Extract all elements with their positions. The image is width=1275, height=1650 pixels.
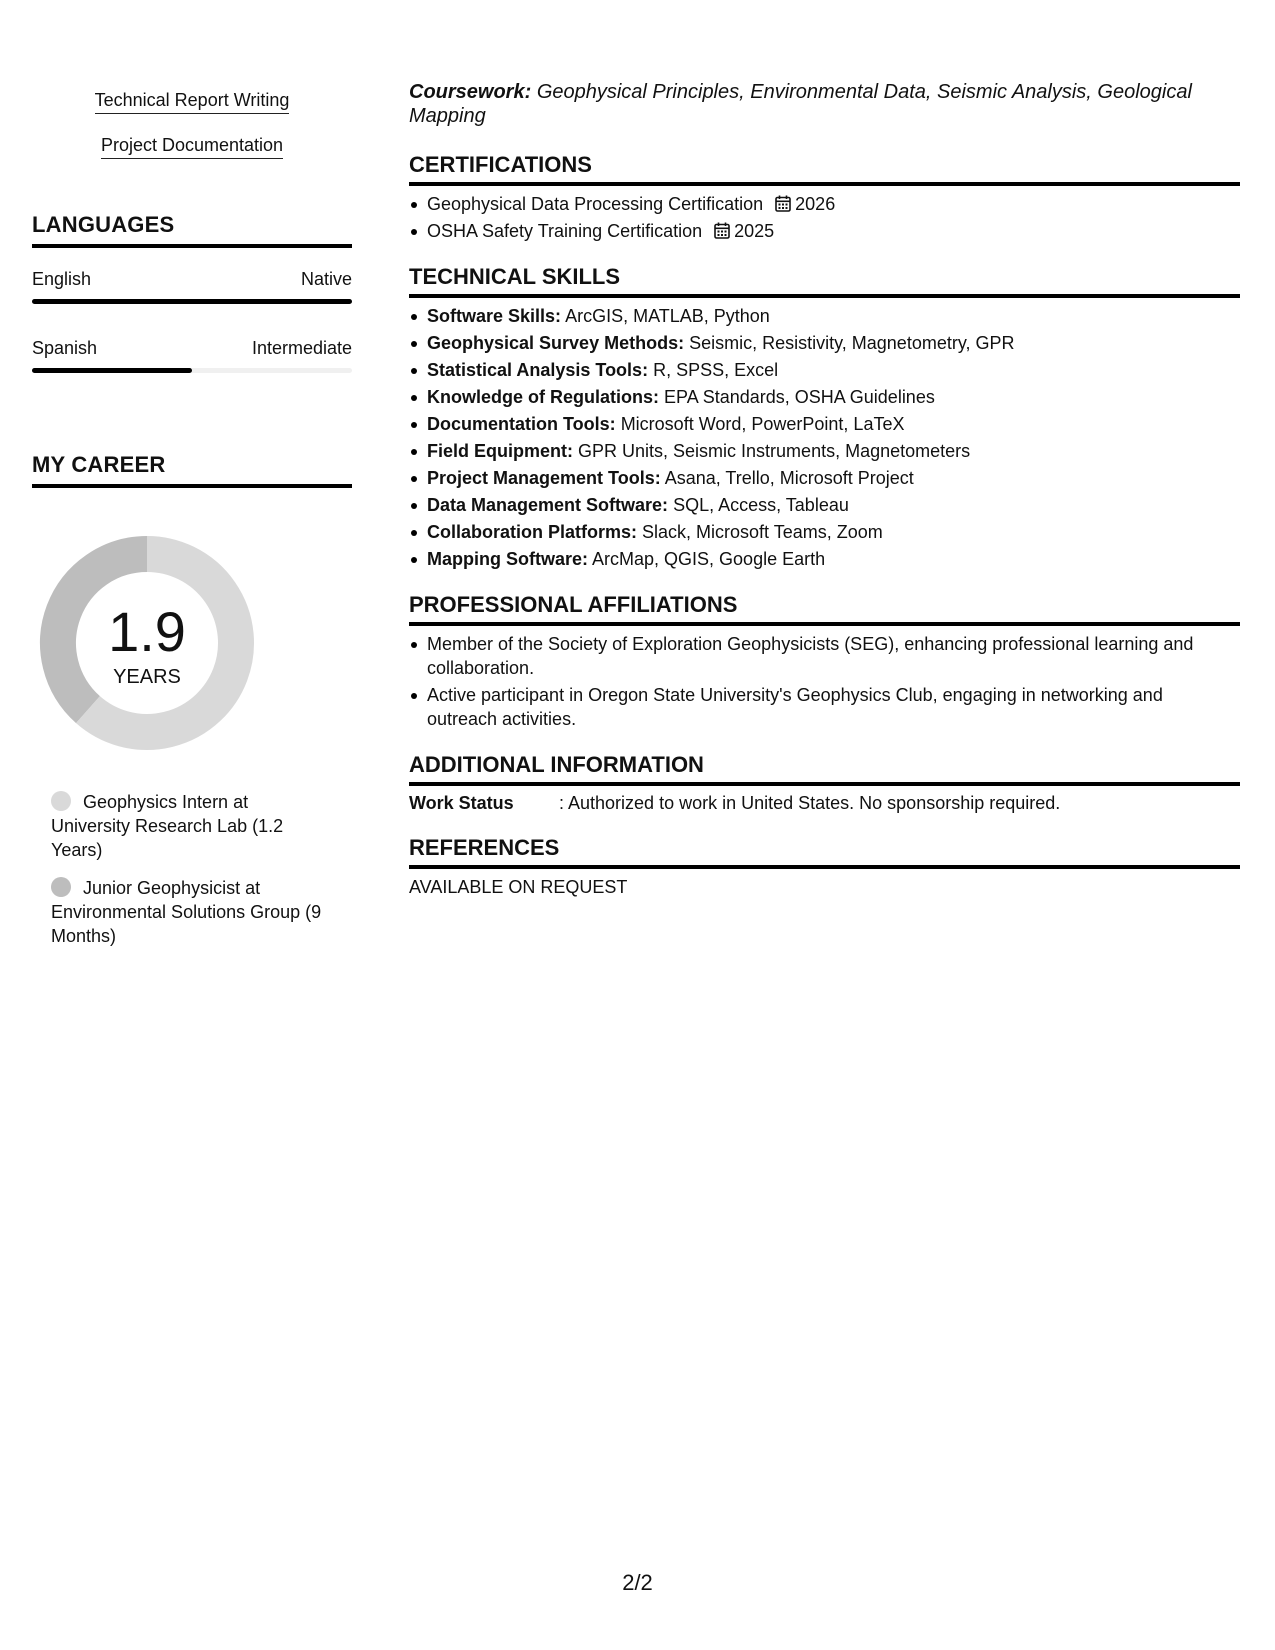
calendar-icon — [775, 195, 791, 212]
work-status-row — [409, 792, 1060, 814]
additional-info-heading: ADDITIONAL INFORMATION — [409, 752, 1240, 786]
career-dot — [51, 791, 71, 811]
calendar-icon — [714, 222, 730, 239]
page-number: 2/2 — [622, 1570, 653, 1595]
proficiency-fill — [32, 299, 352, 304]
affiliations-heading: PROFESSIONAL AFFILIATIONS — [409, 592, 1240, 626]
skill-item: Mapping Software: ArcMap, QGIS, Google Earth — [427, 546, 1237, 573]
references-text: AVAILABLE ON REQUEST — [409, 877, 628, 897]
career-heading: MY CAREER — [32, 452, 352, 488]
skill-item: Software Skills: ArcGIS, MATLAB, Python — [427, 303, 1237, 330]
certification-item: OSHA Safety Training Certification 2025 — [427, 218, 1237, 245]
career-total-value: 1.9 — [108, 600, 186, 663]
coursework — [409, 80, 1209, 128]
coursework-label: Coursework: — [409, 81, 532, 103]
career-item: Junior Geophysicist at Environmental Solutions Group (9 Months) — [51, 878, 322, 946]
career-total-unit: YEARS — [113, 666, 181, 688]
certifications-heading: CERTIFICATIONS — [409, 152, 1240, 186]
skill-item: Knowledge of Regulations: EPA Standards, OSHA Guidelines — [427, 384, 1237, 411]
skill-item: Documentation Tools: Microsoft Word, PowerPoint, LaTeX — [427, 411, 1237, 438]
certification-item: Geophysical Data Processing Certification 2026 — [427, 191, 1237, 218]
language-proficiency-bar — [32, 368, 352, 373]
languages-heading: LANGUAGES — [32, 212, 352, 248]
skill-item: Data Management Software: SQL, Access, Tableau — [427, 492, 1237, 519]
career-donut-chart — [34, 530, 260, 756]
technical-skills-heading: TECHNICAL SKILLS — [409, 264, 1240, 298]
skill-item: Statistical Analysis Tools: R, SPSS, Excel — [427, 357, 1237, 384]
certifications-list — [427, 191, 1237, 245]
work-status-label: Work Status — [409, 793, 514, 813]
skill-item: Geophysical Survey Methods: Seismic, Resistivity, Magnetometry, GPR — [427, 330, 1237, 357]
technical-skills-list — [427, 303, 1237, 573]
affiliation-item: Active participant in Oregon State University's Geophysics Club, engaging in networking and outreach activities. — [427, 683, 1237, 731]
language-level: Intermediate — [251, 338, 352, 358]
work-status-value: : Authorized to work in United States. No sponsorship required. — [559, 793, 1061, 813]
skill-tag: Technical Report Writing — [32, 89, 352, 114]
career-item: Geophysics Intern at University Research Lab (1.2 Years) — [51, 792, 284, 860]
language-row-spanish — [32, 337, 352, 359]
certification-year: 2026 — [795, 194, 836, 214]
affiliations-list — [427, 632, 1237, 734]
certification-year: 2025 — [734, 221, 775, 241]
skill-item: Collaboration Platforms: Slack, Microsoft Teams, Zoom — [427, 519, 1237, 546]
language-name: Spanish — [32, 338, 98, 358]
career-dot — [51, 877, 71, 897]
skill-item: Field Equipment: GPR Units, Seismic Instruments, Magnetometers — [427, 438, 1237, 465]
language-proficiency-bar — [32, 299, 352, 304]
references-heading: REFERENCES — [409, 835, 1240, 869]
language-row-english — [32, 268, 352, 290]
proficiency-fill — [32, 368, 192, 373]
skill-item: Project Management Tools: Asana, Trello, Microsoft Project — [427, 465, 1237, 492]
affiliation-item: Member of the Society of Exploration Geophysicists (SEG), enhancing professional learning and collaboration. — [427, 632, 1237, 680]
coursework-text: Geophysical Principles, Environmental Data, Seismic Analysis, Geological Mapping — [409, 81, 1192, 127]
language-name: English — [32, 269, 92, 289]
language-level: Native — [300, 269, 352, 289]
skill-tag: Project Documentation — [32, 134, 352, 159]
